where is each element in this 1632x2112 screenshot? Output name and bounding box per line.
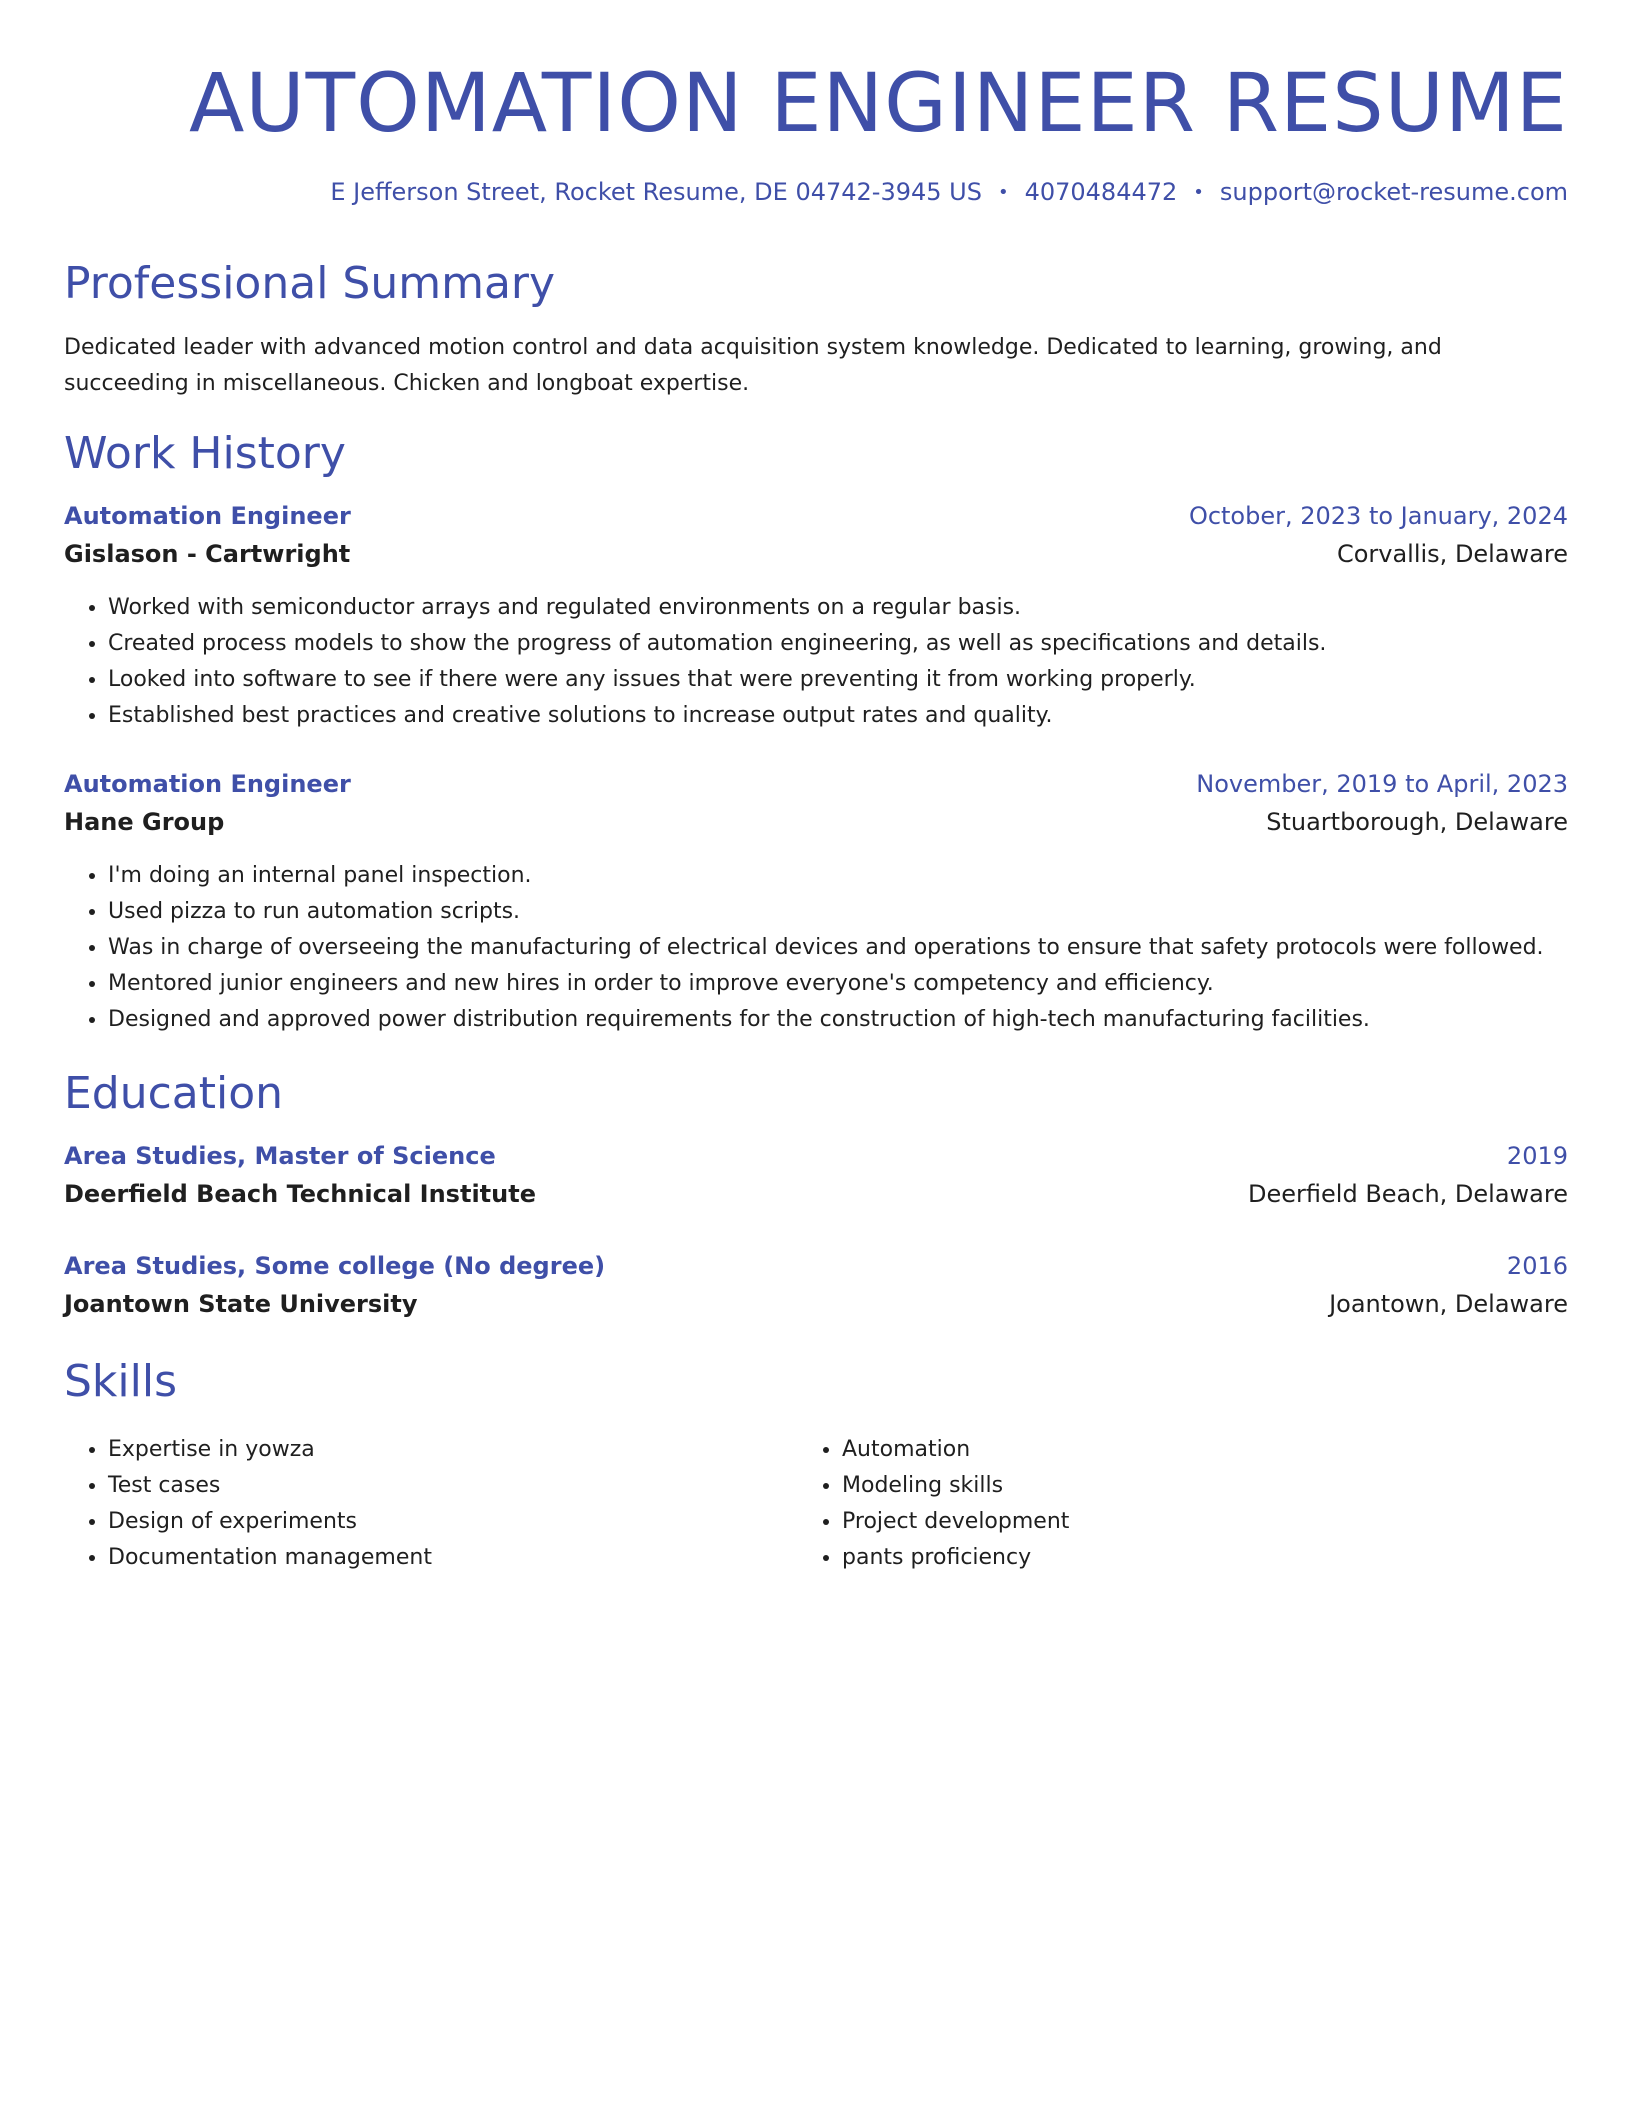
contact-email[interactable]: support@rocket-resume.com	[1219, 178, 1568, 206]
education-degree: Area Studies, Some college (No degree)	[64, 1252, 606, 1280]
contact-separator: •	[1193, 182, 1204, 203]
summary-text: Dedicated leader with advanced motion control and data acquisition system knowledge. Dedicated to learning, growing, and succeeding in miscellaneous. Chicken and longboat expertise.	[64, 335, 1442, 396]
contact-phone: 4070484472	[1024, 178, 1178, 206]
job-dates: November, 2019 to April, 2023	[1196, 770, 1568, 798]
education-1-subheader	[64, 1178, 1568, 1210]
list-item: • Mentored junior engineers and new hires in order to improve everyone's competency and efficiency.	[108, 966, 1568, 1002]
job-title: Automation Engineer	[64, 502, 351, 530]
list-item: • Automation	[842, 1432, 1532, 1468]
list-item: • Established best practices and creative solutions to increase output rates and quality.	[108, 698, 1568, 734]
skills-column-left	[64, 1432, 798, 1576]
contact-separator: •	[997, 182, 1009, 203]
education-heading: Education	[64, 1068, 284, 1119]
page-title: AUTOMATION ENGINEER RESUME	[188, 57, 1568, 151]
education-year: 2016	[1506, 1252, 1568, 1280]
job-title: Automation Engineer	[64, 770, 351, 798]
job-2-subheader	[64, 806, 1568, 838]
skills-heading: Skills	[64, 1356, 178, 1407]
list-item: • Created process models to show the progress of automation engineering, as well as specifications and details.	[108, 626, 1568, 662]
education-2-header	[64, 1250, 1568, 1282]
contact-line	[330, 176, 1568, 209]
list-item: • Looked into software to see if there were any issues that were preventing it from working properly.	[108, 662, 1568, 698]
education-location: Joantown, Delaware	[1329, 1290, 1568, 1318]
job-location: Stuartborough, Delaware	[1266, 808, 1568, 836]
education-year: 2019	[1506, 1142, 1568, 1170]
list-item: • Design of experiments	[108, 1504, 798, 1540]
skills-list	[64, 1432, 1568, 1576]
education-school: Deerfield Beach Technical Institute	[64, 1180, 536, 1208]
list-item: • Test cases	[108, 1468, 798, 1504]
work-history-heading: Work History	[64, 428, 346, 479]
list-item: • pants proficiency	[842, 1540, 1532, 1576]
job-location: Corvallis, Delaware	[1336, 540, 1568, 568]
list-item: • Was in charge of overseeing the manufacturing of electrical devices and operations to ensure that safety protocols were followed.	[108, 930, 1568, 966]
list-item: • Expertise in yowza	[108, 1432, 798, 1468]
education-location: Deerfield Beach, Delaware	[1248, 1180, 1568, 1208]
job-2-header	[64, 768, 1568, 800]
education-school: Joantown State University	[64, 1290, 418, 1318]
list-item: • Worked with semiconductor arrays and regulated environments on a regular basis.	[108, 590, 1568, 626]
job-dates: October, 2023 to January, 2024	[1188, 502, 1568, 530]
job-2-bullets	[64, 858, 1568, 1038]
job-1-bullets	[64, 590, 1568, 734]
education-degree: Area Studies, Master of Science	[64, 1142, 496, 1170]
list-item: • Used pizza to run automation scripts.	[108, 894, 1568, 930]
contact-address: E Jefferson Street, Rocket Resume, DE 04742-3945 US	[330, 178, 982, 206]
list-item: • Project development	[842, 1504, 1532, 1540]
summary-heading: Professional Summary	[64, 258, 556, 309]
job-company: Hane Group	[64, 808, 225, 836]
education-2-subheader	[64, 1288, 1568, 1320]
skills-column-right	[798, 1432, 1532, 1576]
job-company: Gislason - Cartwright	[64, 540, 351, 568]
education-1-header	[64, 1140, 1568, 1172]
list-item: • I'm doing an internal panel inspection.	[108, 858, 1568, 894]
list-item: • Documentation management	[108, 1540, 798, 1576]
job-1-header	[64, 500, 1568, 532]
job-1-subheader	[64, 538, 1568, 570]
list-item: • Designed and approved power distribution requirements for the construction of high-tech manufacturing facilities.	[108, 1002, 1568, 1038]
list-item: • Modeling skills	[842, 1468, 1532, 1504]
